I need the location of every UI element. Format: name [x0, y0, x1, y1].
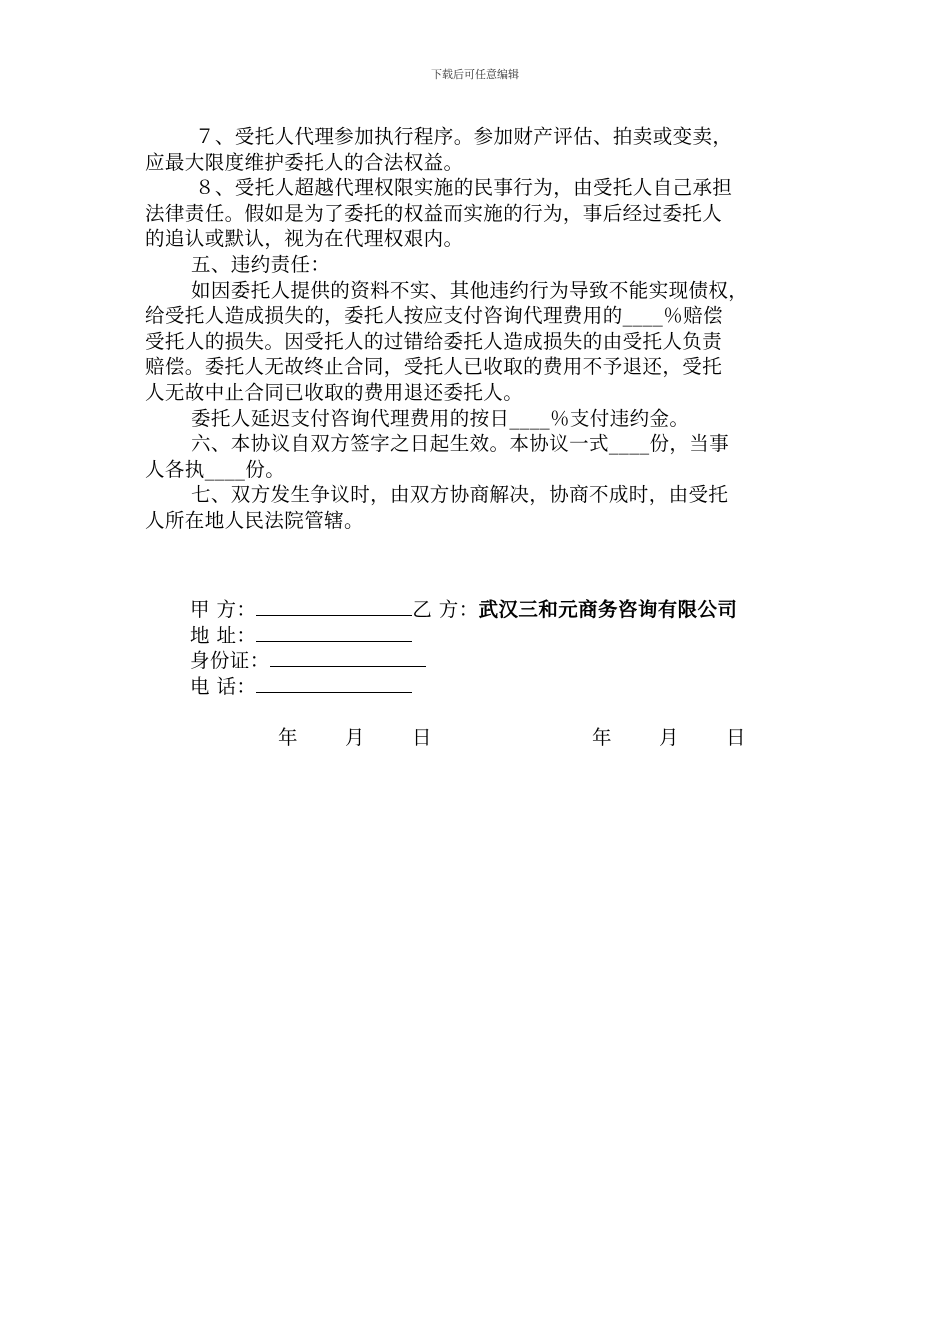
month-label: 月 — [345, 726, 365, 749]
id-blank[interactable] — [270, 648, 426, 667]
party-row — [190, 597, 737, 623]
page-header: 下载后可任意编辑 — [431, 68, 519, 81]
clause-8-line-3: 的追认或默认，视为在代理权艰内。 — [145, 227, 464, 251]
party-a-blank[interactable] — [256, 597, 412, 616]
address-blank[interactable] — [256, 623, 412, 642]
section-5-line-1: 如因委托人提供的资料不实、其他违约行为导致不能实现债权， — [191, 278, 749, 302]
phone-label: 电 话： — [190, 675, 257, 698]
party-a-label: 甲 方： — [190, 598, 257, 621]
clause-8-line-1: ８、受托人超越代理权限实施的民事行为，由受托人自己承担 — [195, 176, 733, 200]
id-label: 身份证： — [190, 649, 270, 672]
section-7-line-2: 人所在地人民法院管辖。 — [145, 508, 364, 532]
late-payment-clause: 委托人延迟支付咨询代理费用的按日____％支付违约金。 — [191, 406, 690, 430]
contract-body — [145, 124, 815, 534]
phone-blank[interactable] — [256, 674, 412, 693]
day-label: 日 — [412, 726, 432, 749]
section-6-line-1: 六、本协议自双方签字之日起生效。本协议一式____份，当事 — [191, 432, 730, 456]
month-label: 月 — [659, 726, 679, 749]
date-party-b — [592, 722, 746, 750]
section-5-line-3: 受托人的损失。因受托人的过错给委托人造成损失的由受托人负责 — [145, 329, 723, 353]
clause-7-line-2: 应最大限度维护委托人的合法权益。 — [145, 150, 464, 174]
clause-7-line-1: ７、受托人代理参加执行程序。参加财产评估、拍卖或变卖， — [195, 125, 733, 148]
clause-8-line-2: 法律责任。假如是为了委托的权益而实施的行为，事后经过委托人 — [145, 201, 723, 225]
section-5-heading: 五、违约责任： — [191, 252, 331, 276]
party-b-name: 武汉三和元商务咨询有限公司 — [478, 598, 738, 621]
address-row — [190, 623, 412, 649]
id-row — [190, 648, 426, 674]
party-b-label: 乙 方： — [412, 598, 479, 621]
section-5-line-5: 人无故中止合同已收取的费用退还委托人。 — [145, 380, 524, 404]
address-label: 地 址： — [190, 624, 257, 647]
section-5-line-4: 赔偿。委托人无故终止合同，受托人已收取的费用不予退还，受托 — [145, 355, 723, 379]
year-label: 年 — [278, 726, 298, 749]
phone-row — [190, 674, 412, 700]
day-label: 日 — [726, 726, 746, 749]
section-7-line-1: 七、双方发生争议时，由双方协商解决，协商不成时，由受托 — [191, 483, 729, 507]
section-6-line-2: 人各执____份。 — [145, 457, 286, 481]
date-party-a — [278, 722, 432, 750]
section-5-line-2: 给受托人造成损失的，委托人按应支付咨询代理费用的____％赔偿 — [145, 304, 723, 328]
year-label: 年 — [592, 726, 612, 749]
